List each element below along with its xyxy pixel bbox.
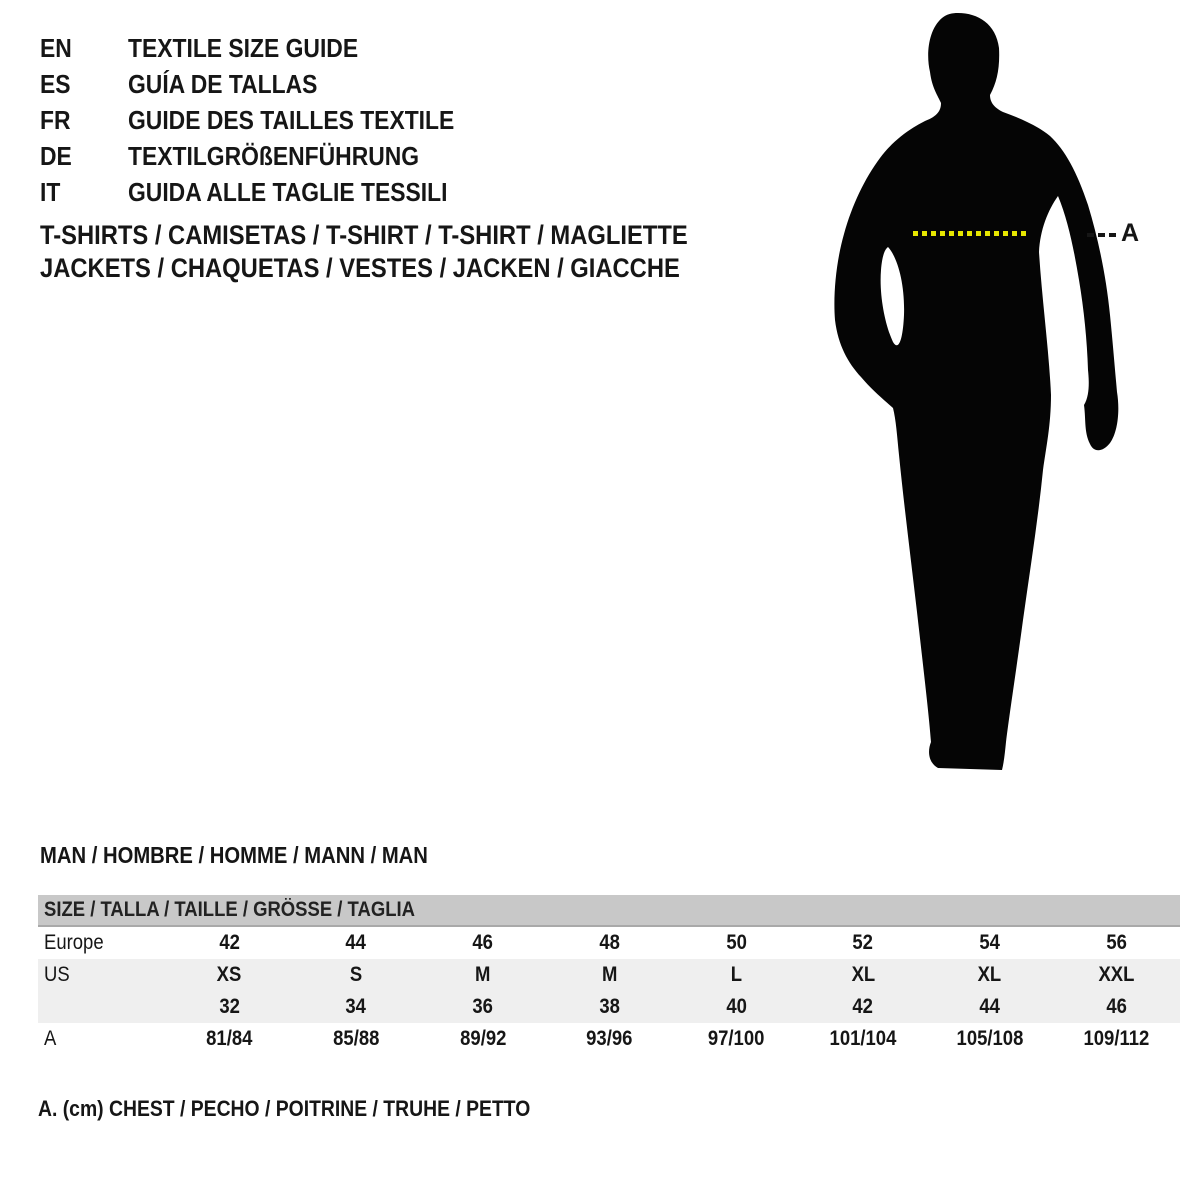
size-cell: 40 [726,995,747,1018]
size-cell: 89/92 [459,1027,507,1050]
size-cell: 36 [472,995,494,1018]
size-cell: 44 [979,995,1001,1018]
man-silhouette [820,5,1120,780]
language-row [40,102,499,138]
size-cell: 34 [345,995,367,1018]
size-cell: 46 [1106,995,1127,1018]
size-cell: 105/108 [956,1027,1024,1050]
size-cell: 46 [472,931,494,954]
gender-heading: MAN / HOMBRE / HOMME / MANN / MAN [40,842,428,868]
guide-title: GUIDA ALLE TAGLIE TESSILI [128,177,448,207]
size-cell: 93/96 [586,1027,633,1050]
product-types [40,219,776,285]
size-table [38,895,1180,1055]
size-cell: 38 [599,995,620,1018]
size-cell: 54 [979,931,1001,954]
size-table-header-label: SIZE / TALLA / TAILLE / GRÖSSE / TAGLIA [44,898,415,921]
language-row [40,174,499,210]
size-cell: 32 [219,995,240,1018]
size-cell: 42 [219,931,240,954]
table-row-numeric [38,991,1180,1023]
language-title-list [40,30,499,210]
product-line-jackets: JACKETS / CHAQUETAS / VESTES / JACKEN / GIACCHE [40,253,680,283]
size-cell: XS [217,963,242,986]
size-cell: 101/104 [829,1027,897,1050]
chest-measure-dotted-line [913,231,1030,236]
size-cell: 85/88 [332,1027,380,1050]
size-cell: 52 [852,931,874,954]
guide-title: TEXTILGRÖßENFÜHRUNG [128,141,420,171]
size-cell: S [349,963,363,986]
guide-title: TEXTILE SIZE GUIDE [128,33,359,63]
language-row [40,138,499,174]
size-cell: 56 [1106,931,1127,954]
language-code: DE [40,141,72,171]
size-cell: 97/100 [708,1027,765,1050]
guide-title: GUIDE DES TAILLES TEXTILE [128,105,455,135]
language-code: IT [40,177,61,207]
size-cell: 109/112 [1083,1027,1150,1050]
size-cell: 50 [726,931,747,954]
guide-title: GUÍA DE TALLAS [128,69,318,99]
size-cell: 42 [852,995,874,1018]
language-code: FR [40,105,71,135]
size-cell: M [601,963,618,986]
language-code: EN [40,33,72,63]
table-row-chest-cm [38,1023,1180,1055]
row-label: Europe [44,931,104,954]
size-cell: 48 [599,931,620,954]
size-cell: 81/84 [206,1027,253,1050]
size-cell: XL [978,963,1002,986]
language-code: ES [40,69,71,99]
product-line-tshirts: T-SHIRTS / CAMISETAS / T-SHIRT / T-SHIRT / MAGLIETTE [40,220,688,250]
measure-leader-dashes [1087,233,1117,237]
size-cell: 44 [345,931,367,954]
measure-label-a: A [1121,219,1140,247]
size-table-header [38,895,1180,927]
language-row [40,30,499,66]
size-cell: XL [851,963,875,986]
size-cell: XXL [1098,963,1135,986]
table-row-europe [38,927,1180,959]
row-label: US [44,963,70,986]
measurement-note: A. (cm) CHEST / PECHO / POITRINE / TRUHE / PETTO [38,1096,531,1121]
size-cell: L [730,963,743,986]
row-label: A [44,1027,57,1050]
size-cell: M [475,963,491,986]
table-row-us [38,959,1180,991]
language-row [40,66,499,102]
